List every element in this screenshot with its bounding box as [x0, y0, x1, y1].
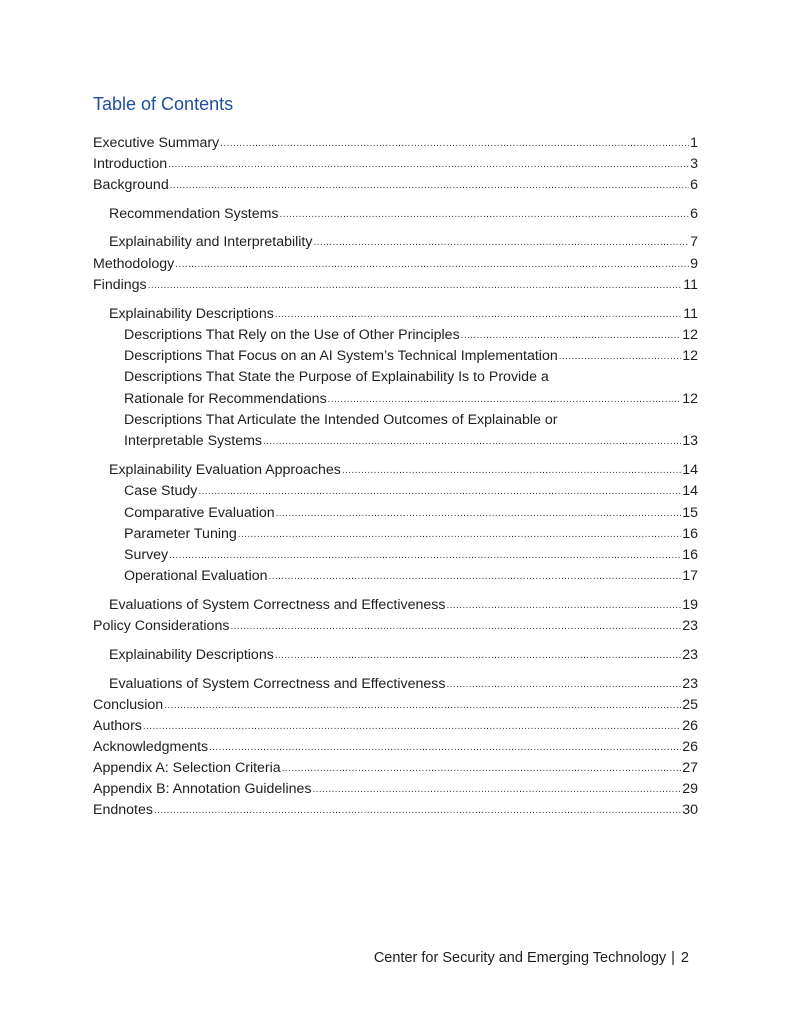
toc-entry-label: Policy Considerations — [93, 618, 230, 634]
toc-page-number: 3 — [690, 156, 698, 172]
toc-leader — [280, 204, 690, 225]
toc-page-number: 1 — [690, 135, 698, 151]
toc-entry-acknowledgments[interactable] — [93, 737, 698, 758]
toc-entry-comparative-evaluation[interactable] — [124, 503, 698, 524]
toc-entry-appendix-b[interactable] — [93, 779, 698, 800]
toc-entry-label: Appendix A: Selection Criteria — [93, 760, 281, 776]
toc-entry-label: Parameter Tuning — [124, 526, 237, 542]
toc-entry-label: Conclusion — [93, 697, 164, 713]
toc-leader — [230, 616, 681, 637]
toc-entry-label: Background — [93, 177, 169, 193]
toc-entry-label: Authors — [93, 718, 142, 734]
toc-page-number: 14 — [682, 462, 698, 478]
toc-page-number: 23 — [682, 618, 698, 634]
toc-entry-recommendation-systems[interactable] — [109, 204, 698, 225]
toc-entry-label: Survey — [124, 547, 169, 563]
toc-page-number: 25 — [682, 697, 698, 713]
toc-entry-background[interactable] — [93, 175, 698, 196]
toc-entry-appendix-a[interactable] — [93, 758, 698, 779]
toc-leader — [220, 133, 689, 154]
toc-page-number: 14 — [682, 483, 698, 499]
toc-page-number: 17 — [682, 568, 698, 584]
toc-entry-methodology[interactable] — [93, 254, 698, 275]
toc-entry-operational-evaluation[interactable] — [124, 566, 698, 587]
toc-entry-label-line1[interactable]: Descriptions That State the Purpose of Explainability Is to Provide a — [124, 369, 549, 385]
toc-leader — [148, 275, 683, 296]
toc-entry-explainability-interpretability[interactable] — [109, 232, 698, 253]
toc-leader — [328, 389, 682, 410]
toc-entry-descriptions-other-principles[interactable] — [124, 325, 698, 346]
toc-page-number: 6 — [690, 177, 698, 193]
toc-leader — [269, 566, 682, 587]
toc-entry-endnotes[interactable] — [93, 800, 698, 821]
toc-leader — [169, 545, 681, 566]
footer-org-name: Center for Security and Emerging Technology — [373, 950, 667, 966]
toc-entry-label: Evaluations of System Correctness and Effectiveness — [109, 597, 446, 613]
toc-page-number: 23 — [682, 676, 698, 692]
toc-leader — [198, 481, 681, 502]
toc-entry-label-line1[interactable]: Descriptions That Articulate the Intended Outcomes of Explainable or — [124, 412, 558, 428]
toc-entry-label: Descriptions That Focus on an AI System’s Technical Implementation — [124, 348, 558, 364]
toc-entry-label: Acknowledgments — [93, 739, 209, 755]
toc-entry-label: Operational Evaluation — [124, 568, 268, 584]
toc-page-number: 19 — [682, 597, 698, 613]
page-title: Table of Contents — [93, 94, 234, 114]
toc-entry-label: Endnotes — [93, 802, 153, 818]
toc-entry-evaluation-approaches[interactable] — [109, 460, 698, 481]
toc-entry-descriptions-technical-implementation[interactable] — [124, 346, 698, 367]
toc-entry-label: Explainability Descriptions — [109, 647, 274, 663]
toc-page-number: 11 — [683, 306, 698, 322]
toc-leader — [170, 175, 689, 196]
toc-entry-policy-evaluations-correctness[interactable] — [109, 674, 698, 695]
toc-leader — [559, 346, 681, 367]
toc-entry-label: Appendix B: Annotation Guidelines — [93, 781, 312, 797]
toc-entry-policy-explainability-descriptions[interactable] — [109, 645, 698, 666]
toc-page-number: 11 — [683, 277, 698, 293]
toc-leader — [154, 800, 681, 821]
toc-page-number: 16 — [682, 547, 698, 563]
toc-entry-executive-summary[interactable] — [93, 133, 698, 154]
toc-page-number: 7 — [690, 234, 698, 250]
toc-entry-conclusion[interactable] — [93, 695, 698, 716]
footer-page-number: 2 — [680, 950, 689, 966]
toc-entry-label: Descriptions That Rely on the Use of Other Principles — [124, 327, 460, 343]
footer-separator: | — [671, 950, 675, 966]
toc-leader — [143, 716, 681, 737]
page-footer — [374, 950, 689, 966]
toc-page-number: 23 — [682, 647, 698, 663]
toc-leader — [168, 154, 689, 175]
toc-leader — [275, 304, 682, 325]
toc-entry-label: Rationale for Recommendations — [124, 391, 327, 407]
toc-leader — [209, 737, 681, 758]
toc-entry-findings[interactable] — [93, 275, 698, 296]
toc-entry-label: Recommendation Systems — [109, 206, 279, 222]
toc-page-number: 12 — [682, 391, 698, 407]
toc-page-number: 30 — [682, 802, 698, 818]
toc-entry-evaluations-correctness[interactable] — [109, 595, 698, 616]
toc-leader — [342, 460, 681, 481]
toc-entry-descriptions-purpose[interactable] — [124, 389, 698, 410]
toc-entry-label: Introduction — [93, 156, 168, 172]
toc-entry-label: Explainability and Interpretability — [109, 234, 313, 250]
toc-leader — [446, 595, 681, 616]
toc-entry-label: Explainability Descriptions — [109, 306, 274, 322]
toc-page-number: 13 — [682, 433, 698, 449]
toc-page-number: 9 — [690, 256, 698, 272]
toc-leader — [446, 674, 681, 695]
toc-leader — [164, 695, 681, 716]
toc-page-number: 16 — [682, 526, 698, 542]
toc-leader — [461, 325, 682, 346]
toc-page-number: 12 — [682, 327, 698, 343]
toc-entry-label: Explainability Evaluation Approaches — [109, 462, 341, 478]
toc-leader — [313, 779, 682, 800]
toc-leader — [238, 524, 681, 545]
toc-entry-parameter-tuning[interactable] — [124, 524, 698, 545]
toc-leader — [313, 232, 689, 253]
toc-entry-label: Findings — [93, 277, 147, 293]
toc-entry-label: Evaluations of System Correctness and Effectiveness — [109, 676, 446, 692]
toc-entry-label: Methodology — [93, 256, 175, 272]
toc-leader — [275, 645, 681, 666]
toc-entry-label: Interpretable Systems — [124, 433, 262, 449]
toc-page-number: 26 — [682, 739, 698, 755]
toc-entry-survey[interactable] — [124, 545, 698, 566]
toc-page-number: 15 — [682, 505, 698, 521]
toc-entry-descriptions-outcomes[interactable] — [124, 431, 698, 452]
toc-page-number: 6 — [690, 206, 698, 222]
toc-page-number: 26 — [682, 718, 698, 734]
toc-leader — [282, 758, 682, 779]
toc-page-number: 29 — [682, 781, 698, 797]
toc-leader — [276, 503, 682, 524]
toc-entry-introduction[interactable] — [93, 154, 698, 175]
toc-entry-case-study[interactable] — [124, 481, 698, 502]
toc-entry-policy-considerations[interactable] — [93, 616, 698, 637]
toc-entry-explainability-descriptions[interactable] — [109, 304, 698, 325]
toc-page-number: 27 — [682, 760, 698, 776]
toc-leader — [263, 431, 681, 452]
toc-entry-label: Executive Summary — [93, 135, 220, 151]
toc-leader — [175, 254, 689, 275]
toc-entry-authors[interactable] — [93, 716, 698, 737]
toc-page-number: 12 — [682, 348, 698, 364]
toc-entry-label: Comparative Evaluation — [124, 505, 275, 521]
toc-entry-label: Case Study — [124, 483, 198, 499]
